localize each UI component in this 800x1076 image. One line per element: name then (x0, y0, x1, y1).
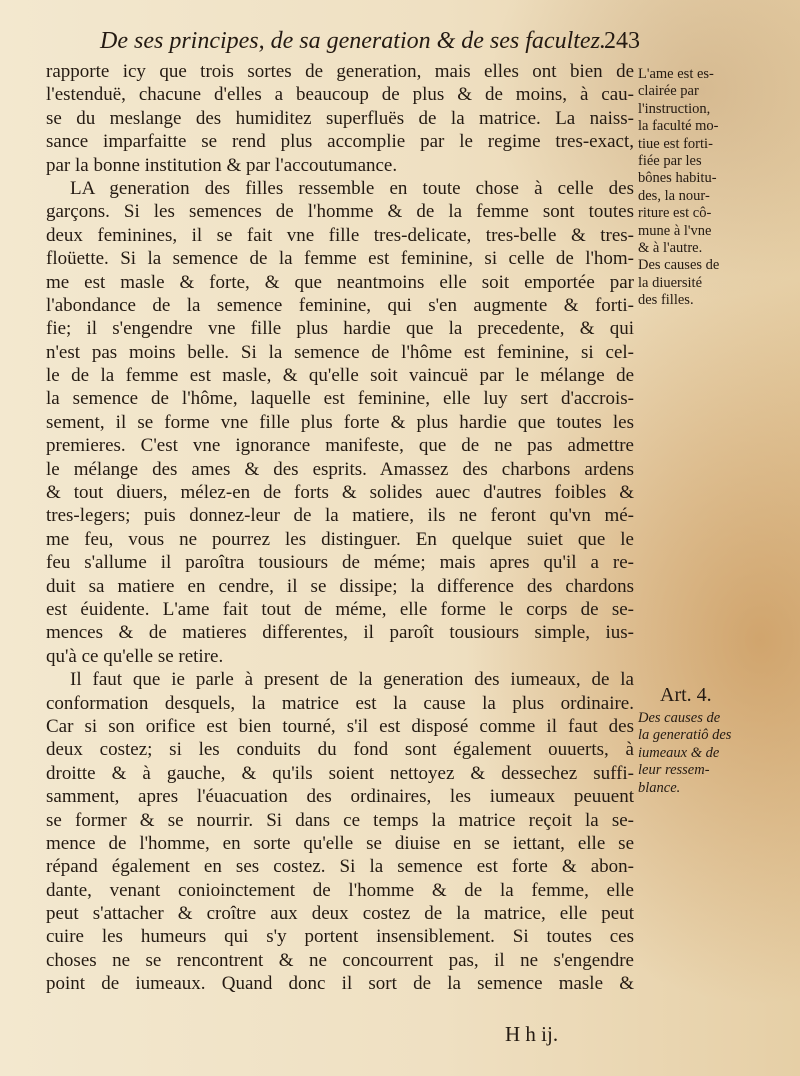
margin-note-line: iumeaux & de (638, 744, 720, 761)
margin-note-twins (638, 709, 778, 796)
margin-note-line: la generatiô des (638, 727, 732, 744)
text-line: peut s'attacher & croître aux deux costez de la matrice, elle peut (46, 903, 634, 925)
running-header (100, 28, 640, 60)
margin-note-line: Des causes de (638, 710, 721, 726)
margin-note-line: bônes habitu- (638, 170, 717, 187)
margin-note-line: tiue est forti- (638, 135, 713, 152)
margin-note-line: L'ame est es- (638, 66, 714, 82)
text-line: n'est pas moins belle. Si la semence de l'hôme est feminine, si cel- (46, 341, 634, 363)
main-text-column (46, 60, 634, 996)
margin-note-line: clairée par (638, 83, 699, 100)
text-line: fie; il s'engendre vne fille plus hardie que la precedente, & qui (46, 318, 634, 340)
text-line: sement, il se forme vne fille plus forte & plus hardie que toutes les (46, 411, 634, 433)
margin-note-line: & à l'autre. (638, 239, 703, 256)
text-line: sance imparfaitte se rend plus accomplie par le regime tres-exact, (46, 131, 634, 153)
article-title: Art. 4. (660, 684, 712, 706)
margin-note-line: fiée par les (638, 152, 702, 169)
text-line: feu s'allume il paroîtra tousiours de méme; mais apres qu'il a re- (46, 552, 634, 574)
text-line: conformation desquels, la matrice est la cause la plus ordinaire. (46, 692, 634, 714)
margin-note-soul (638, 66, 778, 309)
text-line: dante, venant conioinctement de l'homme & de la femme, elle (46, 879, 634, 901)
text-line: me est masle & forte, & que neantmoins elle soit emportée par (46, 271, 634, 293)
text-line: l'estenduë, chacune d'elles a beaucoup de plus & de moins, à cau- (46, 84, 634, 106)
text-line: & tout diuers, mélez-en de forts & solides auec d'autres foibles & (46, 482, 634, 504)
text-line: le mélange des ames & des esprits. Amassez des charbons ardens (46, 458, 634, 480)
text-line: est éuidente. L'ame fait tout de méme, elle forme le corps de se- (46, 598, 634, 620)
text-line: floüette. Si la semence de la femme est feminine, si celle de l'hom- (46, 248, 634, 270)
margin-note-line: blance. (638, 779, 681, 796)
margin-note-line: l'instruction, (638, 100, 711, 117)
margin-note-line: des filles. (638, 292, 694, 309)
margin-note-line: Des causes de (638, 257, 720, 274)
text-line: Il faut que ie parle à present de la generation des iumeaux, de la (70, 669, 634, 691)
text-line: duit sa matiere en cendre, il se dissipe; la difference des chardons (46, 575, 634, 597)
margin-note-line: la diuersité (638, 274, 703, 291)
text-line: mences & de matieres differentes, il paroît tousiours simple, ius- (46, 622, 634, 644)
margin-note-line: riture est cô- (638, 205, 712, 222)
text-line: qu'à ce qu'elle se retire. (46, 645, 224, 667)
text-line: répand également en ses costez. Si la semence est forte & abon- (46, 856, 634, 878)
text-line: choses ne se rencontrent & ne concourrent pas, il ne s'engendre (46, 949, 634, 971)
text-line: deux costez; si les conduits du fond sont également ouuerts, à (46, 739, 634, 761)
text-line: cuire les humeurs qui s'y portent insensiblement. Si toutes ces (46, 926, 634, 948)
text-line: deux feminines, il se fait vne fille tres-delicate, tres-belle & tres- (46, 224, 634, 246)
text-line: se former & se nourrir. Si dans ce temps la matrice reçoit la se- (46, 809, 634, 831)
text-line: se du meslange des humiditez superfluës de la matrice. La naiss- (46, 107, 634, 129)
text-line: point de iumeaux. Quand donc il sort de la semence masle & (46, 973, 634, 995)
margin-note-line: des, la nour- (638, 187, 710, 204)
text-line: l'abondance de la semence feminine, qui s'en augmente & forti- (46, 294, 634, 316)
text-line: samment, apres l'éuacuation des ordinaires, les iumeaux peuuent (46, 786, 634, 808)
signature-mark: H h ij. (505, 1022, 559, 1046)
text-line: la semence de l'hôme, laquelle est feminine, elle luy sert d'accrois- (46, 388, 634, 410)
text-line: droitte & à gauche, & qu'ils soient nettoyez & dessechez suffi- (46, 762, 634, 784)
margin-note-line: mune à l'vne (638, 222, 712, 239)
text-line: le de la femme est masle, & qu'elle soit vaincuë par le mélange de (46, 365, 634, 387)
page-number: 243 (604, 28, 640, 54)
text-line: me feu, vous ne pourrez les distinguer. En quelque suiet que le (46, 528, 634, 550)
text-line: garçons. Si les semences de l'homme & de la femme sont toutes (46, 201, 634, 223)
text-line: Car si son orifice est bien tourné, s'il est disposé comme il faut des (46, 715, 634, 737)
running-title: De ses principes, de sa generation & de ses facultez. (100, 28, 606, 54)
margin-note-line: leur ressem- (638, 762, 710, 779)
text-line: LA generation des filles ressemble en toute chose à celle des (70, 177, 634, 199)
text-line: par la bonne institution & par l'accoutumance. (46, 154, 398, 176)
margin-note-line: la faculté mo- (638, 118, 719, 135)
text-line: rapporte icy que trois sortes de generation, mais elles ont bien de (46, 61, 634, 82)
text-line: premieres. C'est vne ignorance manifeste, que de ne pas admettre (46, 435, 634, 457)
text-line: mence de l'homme, en sorte qu'elle se diuise en se iettant, elle se (46, 832, 634, 854)
text-line: tres-legers; puis donnez-leur de la matiere, ils ne feront qu'vn mé- (46, 505, 634, 527)
